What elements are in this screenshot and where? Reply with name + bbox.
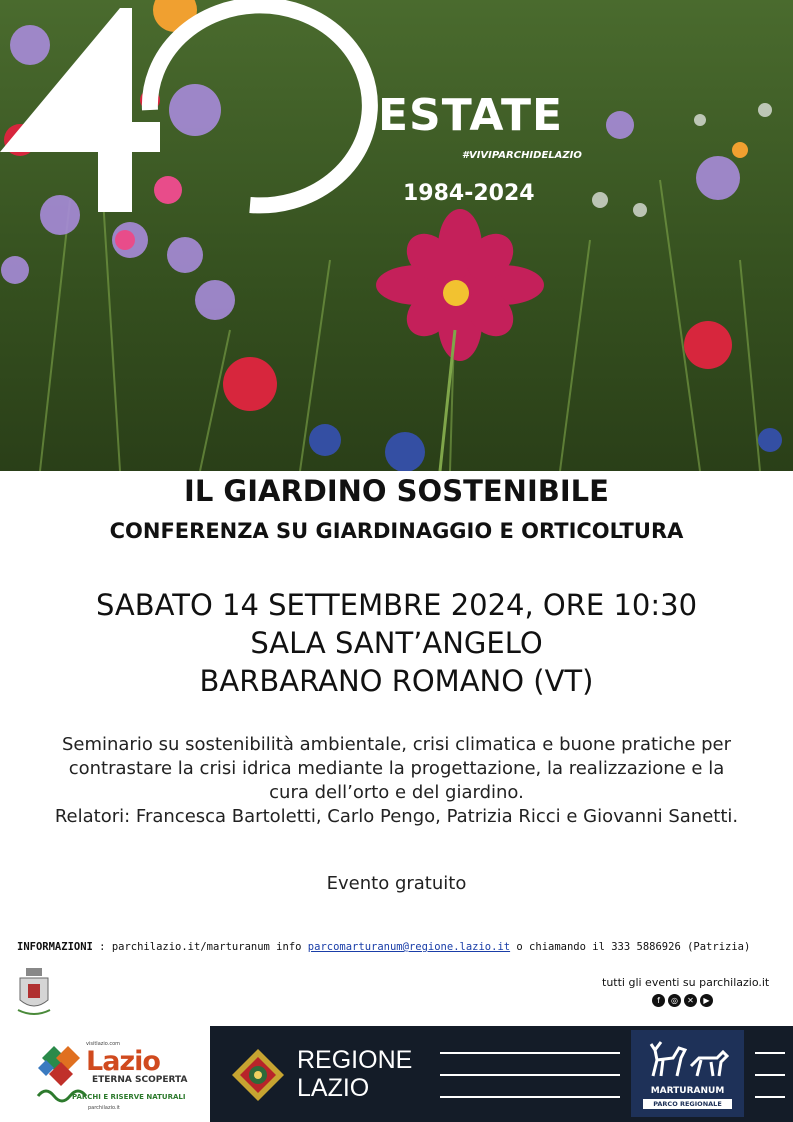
decorative-line <box>440 1096 620 1098</box>
marturanum-logo <box>631 1030 744 1117</box>
lazio-parchi-text: PARCHI E RISERVE NATURALI <box>72 1093 186 1101</box>
decorative-line <box>755 1052 785 1054</box>
event-title: IL GIARDINO SOSTENIBILE <box>184 474 609 508</box>
lazio-wordmark: Lazio <box>86 1046 160 1077</box>
facebook-icon[interactable]: f <box>652 994 665 1007</box>
lazio-tagline: ETERNA SCOPERTA <box>92 1075 188 1085</box>
marturanum-name: MARTURANUM <box>650 1086 725 1096</box>
info-line <box>17 941 750 953</box>
event-when <box>0 586 793 700</box>
decorative-line <box>440 1052 620 1054</box>
info-phone: o chiamando il 333 5886926 (Patrizia) <box>510 941 751 953</box>
description-line: contrastare la crisi idrica mediante la progettazione, la realizzazione e la <box>68 758 725 779</box>
deer-and-dog-icon <box>647 1036 729 1082</box>
logo-tag: #VIVIPARCHIDELAZIO <box>462 150 582 161</box>
x-icon[interactable]: ✕ <box>684 994 697 1007</box>
regione-word: REGIONE <box>297 1046 413 1074</box>
all-events-text: tutti gli eventi su parchilazio.it <box>602 976 770 989</box>
info-label: INFORMAZIONI <box>17 941 93 953</box>
description-line: cura dell’orto e del giardino. <box>269 782 524 803</box>
email-link[interactable]: parcomarturanum@regione.lazio.it <box>307 941 511 953</box>
decorative-line <box>755 1074 785 1076</box>
event-description <box>0 733 793 829</box>
instagram-icon[interactable]: ◎ <box>668 994 681 1007</box>
info-text: : parchilazio.it/marturanum info <box>92 941 308 953</box>
logo-title: ESTATE <box>378 90 564 141</box>
marturanum-subtitle: PARCO REGIONALE <box>643 1099 732 1109</box>
anniversary-logo-icon <box>0 0 420 230</box>
event-place: BARBARANO ROMANO (VT) <box>199 664 594 698</box>
municipal-crest-icon <box>16 966 52 1018</box>
hero-photo <box>0 0 793 471</box>
decorative-line <box>755 1096 785 1098</box>
event-free-label: Evento gratuito <box>326 873 467 894</box>
lazio-small-text: visitlazio.com <box>86 1041 121 1047</box>
speakers-line: Relatori: Francesca Bartoletti, Carlo Pengo, Patrizia Ricci e Giovanni Sanetti. <box>54 806 739 827</box>
lazio-word: LAZIO <box>297 1074 370 1102</box>
lazio-url: parchilazio.it <box>88 1105 120 1111</box>
event-date: SABATO 14 SETTEMBRE 2024, ORE 10:30 <box>95 588 698 622</box>
event-venue: SALA SANT’ANGELO <box>250 626 543 660</box>
event-subtitle: CONFERENZA SU GIARDINAGGIO E ORTICOLTURA <box>109 519 684 543</box>
youtube-icon[interactable]: ▶ <box>700 994 713 1007</box>
social-icons <box>652 994 713 1007</box>
regione-lazio-text <box>297 1046 412 1102</box>
regione-lazio-emblem-icon <box>230 1047 286 1103</box>
decorative-line <box>440 1074 620 1076</box>
description-line: Seminario su sostenibilità ambientale, crisi climatica e buone pratiche per <box>61 734 732 755</box>
logo-years: 1984-2024 <box>403 181 535 206</box>
